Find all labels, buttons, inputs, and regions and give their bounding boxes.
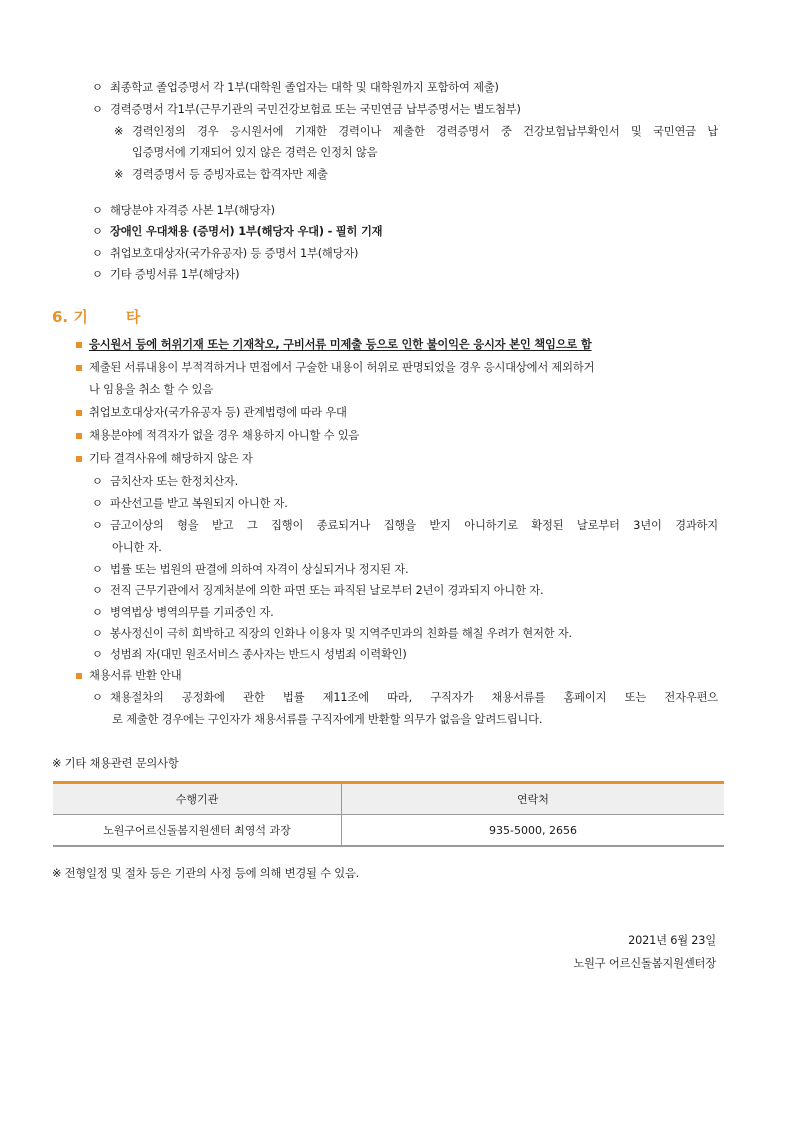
square-bullet-icon (76, 456, 82, 462)
square-bullet-icon (76, 433, 82, 439)
disqualification-item: ㅇ 성범죄 자(대민 원조서비스 종사자는 반드시 성범죄 이력확인) (92, 648, 407, 661)
career-note-2: ※ 경력증명서 등 증빙자료는 합격자만 제출 (114, 168, 328, 181)
document-return-line2: 로 제출한 경우에는 구인자가 채용서류를 구직자에게 반환할 의무가 없음을 알려드립니다. (112, 713, 543, 726)
disqualification-item-continued: 아니한 자. (112, 541, 162, 554)
doc-item-license: ㅇ 해당분야 자격증 사본 1부(해당자) (92, 204, 275, 217)
reference-mark-icon: ※ (114, 168, 124, 181)
disqualification-item: ㅇ 금치산자 또는 한정치산자. (92, 475, 239, 488)
section-title-part-b: 타 (125, 308, 141, 326)
disqualification-item: ㅇ 파산선고를 받고 복원되지 아니한 자. (92, 497, 288, 510)
circle-bullet-icon: ㅇ (92, 519, 103, 532)
square-bullet-icon (76, 365, 82, 371)
circle-bullet-icon: ㅇ (92, 81, 103, 94)
circle-bullet-icon: ㅇ (92, 497, 103, 510)
circle-bullet-icon: ㅇ (92, 606, 103, 619)
circle-bullet-icon: ㅇ (92, 268, 103, 281)
reference-mark-icon: ※ (114, 125, 124, 138)
circle-bullet-icon: ㅇ (92, 103, 103, 116)
notice-false-entry: 응시원서 등에 허위기재 또는 기재착오, 구비서류 미제출 등으로 인한 불이익은 응시자 본인 책임으로 함 (89, 338, 592, 351)
doc-item-veteran: ㅇ 취업보호대상자(국가유공자) 등 증명서 1부(해당자) (92, 247, 359, 260)
notice-document-return: 채용서류 반환 안내 (89, 669, 182, 682)
table-header-row (53, 783, 724, 815)
disqualification-item: ㅇ 법률 또는 법원의 판결에 의하여 자격이 상실되거나 정지된 자. (92, 563, 409, 576)
disqualification-item: ㅇ 전직 근무기관에서 징계처분에 의한 파면 또는 파직된 날로부터 2년이 경과되지 아니한 자. (92, 584, 544, 597)
notice-false-document-line2: 나 임용을 취소 할 수 있음 (89, 383, 214, 396)
square-bullet-icon (76, 342, 82, 348)
square-bullet-icon (76, 410, 82, 416)
notice-no-hire: 채용분야에 적격자가 없을 경우 채용하지 아니할 수 있음 (89, 429, 360, 442)
contact-table (53, 781, 724, 847)
cell-agency: 노원구어르신돌봄지원센터 최영석 과장 (53, 815, 342, 847)
circle-bullet-icon: ㅇ (92, 691, 103, 704)
disqualification-item: ㅇ 금고이상의 형을 받고 그 집행이 종료되거나 집행을 받지 아니하기로 확정된 날로부터 3년이 경과하지 (92, 519, 718, 532)
disqualification-item: ㅇ 봉사정신이 극히 희박하고 직장의 인화나 이용자 및 지역주민과의 친화를 해칠 우려가 현저한 자. (92, 627, 572, 640)
inquiry-label: ※ 기타 채용관련 문의사항 (52, 757, 179, 770)
notice-veteran-preference: 취업보호대상자(국가유공자 등) 관계법령에 따라 우대 (89, 406, 347, 419)
doc-item-disability: ㅇ 장애인 우대채용 (증명서) 1부(해당자 우대) - 필히 기재 (92, 225, 383, 238)
career-note-line1: ※ 경력인정의 경우 응시원서에 기재한 경력이나 제출한 경력증명서 중 건강보험납부확인서 및 국민연금 납 (114, 125, 718, 138)
circle-bullet-icon: ㅇ (92, 475, 103, 488)
header-contact: 연락처 (342, 783, 725, 815)
circle-bullet-icon: ㅇ (92, 584, 103, 597)
circle-bullet-icon: ㅇ (92, 247, 103, 260)
career-note-line2: 입증명서에 기재되어 있지 않은 경력은 인정치 않음 (132, 146, 378, 159)
circle-bullet-icon: ㅇ (92, 627, 103, 640)
section-title-part-a: 기 (73, 308, 88, 326)
square-bullet-icon (76, 673, 82, 679)
notice-disqualification: 기타 결격사유에 해당하지 않은 자 (89, 452, 253, 465)
disqualification-item: ㅇ 병역법상 병역의무를 기피중인 자. (92, 606, 274, 619)
doc-item-other: ㅇ 기타 증빙서류 1부(해당자) (92, 268, 240, 281)
cell-contact: 935-5000, 2656 (342, 815, 725, 847)
table-row (53, 815, 724, 847)
signer-title: 노원구 어르신돌봄지원센터장 (573, 957, 716, 970)
section-6-heading (52, 306, 140, 327)
circle-bullet-icon: ㅇ (92, 225, 103, 238)
schedule-change-note: ※ 전형일정 및 절차 등은 기관의 사정 등에 의해 변경될 수 있음. (52, 867, 360, 880)
doc-item-graduation: ㅇ 최종학교 졸업증명서 각 1부(대학원 졸업자는 대학 및 대학원까지 포함하여 제출) (92, 81, 499, 94)
notice-false-document-line1: 제출된 서류내용이 부적격하거나 면접에서 구술한 내용이 허위로 판명되었을 경우 응시대상에서 제외하거 (89, 361, 595, 374)
circle-bullet-icon: ㅇ (92, 204, 103, 217)
section-number: 6. (52, 308, 69, 326)
issue-date: 2021년 6월 23일 (628, 934, 716, 947)
circle-bullet-icon: ㅇ (92, 563, 103, 576)
doc-item-career: ㅇ 경력증명서 각1부(근무기관의 국민건강보험료 또는 국민연금 납부증명서는 별도첨부) (92, 103, 521, 116)
circle-bullet-icon: ㅇ (92, 648, 103, 661)
header-agency: 수행기관 (53, 783, 342, 815)
document-return-line1: ㅇ 채용절차의 공정화에 관한 법률 제11조에 따라, 구직자가 채용서류를 홈페이지 또는 전자우편으 (92, 691, 718, 704)
